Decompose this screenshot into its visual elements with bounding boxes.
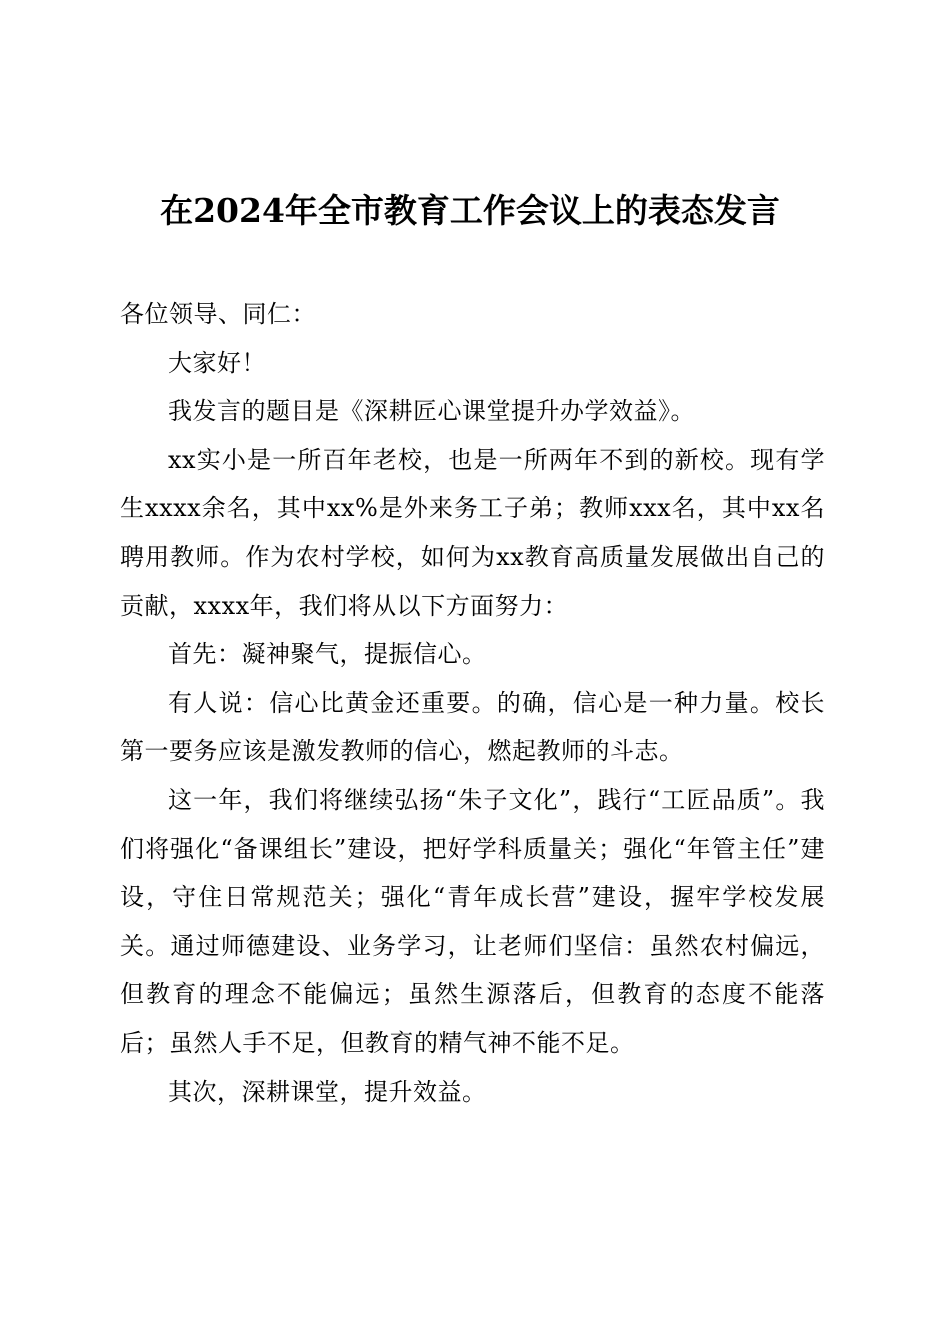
paragraph-school-intro: xx实小是一所百年老校，也是一所两年不到的新校。现有学生xxxx余名，其中xx%是外来务工子弟；教师xxx名，其中xx名聘用教师。作为农村学校，如何为xx教育高质量发展做出自己的贡献，xxxx年，我们将从以下方面努力： <box>120 445 825 620</box>
document-title: 在2024年全市教育工作会议上的表态发言 <box>160 191 780 230</box>
paragraph-second-point: 其次，深耕课堂，提升效益。 <box>168 1077 487 1106</box>
paragraph-topic: 我发言的题目是《深耕匠心课堂提升办学效益》。 <box>168 397 695 426</box>
paragraph-confidence: 有人说：信心比黄金还重要。的确，信心是一种力量。校长第一要务应该是激发教师的信心，燃起教师的斗志。 <box>120 688 825 766</box>
document-body <box>120 290 825 1116</box>
paragraph-this-year: 这一年，我们将继续弘扬“朱子文化”，践行“工匠品质”。我们将强化“备课组长”建设，把好学科质量关；强化“年管主任”建设，守住日常规范关；强化“青年成长营”建设，握牢学校发展关。通过师德建设、业务学习，让老师们坚信：虽然农村偏远，但教育的理念不能偏远；虽然生源落后，但教育的态度不能落后；虽然人手不足，但教育的精气神不能不足。 <box>120 785 825 1057</box>
paragraph-first-point: 首先：凝神聚气，提振信心。 <box>168 640 487 669</box>
paragraph-greeting: 大家好！ <box>168 348 266 377</box>
salutation: 各位领导、同仁： <box>120 300 316 328</box>
